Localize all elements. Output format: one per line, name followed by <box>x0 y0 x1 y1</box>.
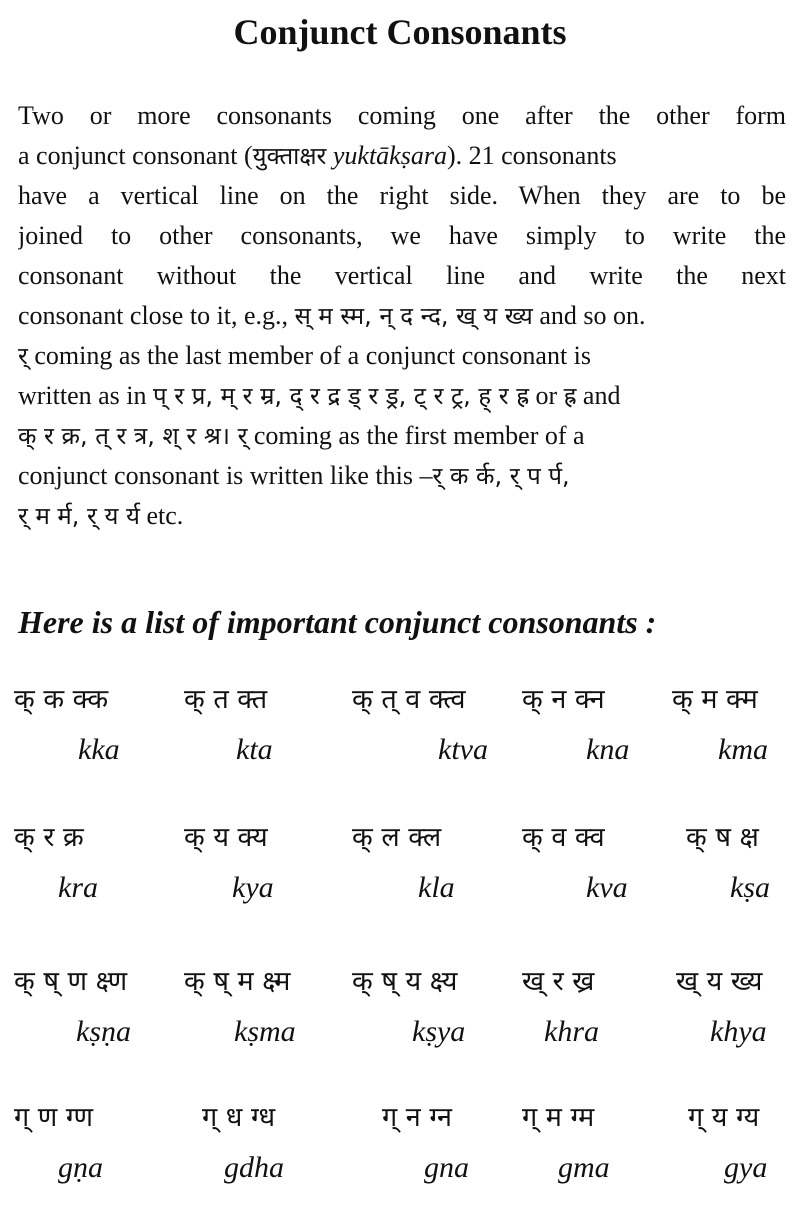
conjunct-transliteration: khra <box>544 1015 599 1048</box>
devanagari-text: प् र प्र, म् र म्र, द् र द्र ड् र ड्र, ट् र ट्र, ह् र ह्र <box>153 382 529 410</box>
intro-line-6 <box>18 296 786 336</box>
devanagari-text: ह्र <box>563 382 577 410</box>
conjunct-item <box>184 962 344 1062</box>
intro-paragraph <box>18 96 786 536</box>
conjunct-item <box>352 680 512 780</box>
conjunct-glyph: क् त क्त <box>184 684 268 715</box>
conjunct-item <box>676 962 800 1062</box>
intro-text: and so on. <box>539 301 646 330</box>
conjunct-item <box>672 680 800 780</box>
conjunct-item <box>202 1098 362 1198</box>
conjunct-transliteration: kṣa <box>730 871 770 904</box>
conjunct-transliteration: kka <box>78 733 120 766</box>
conjunct-glyph: क् म क्म <box>672 684 758 715</box>
conjunct-transliteration: gṇa <box>58 1151 103 1184</box>
conjunct-transliteration: khya <box>710 1015 767 1048</box>
conjunct-row <box>0 1098 800 1198</box>
conjunct-transliteration: kya <box>232 871 274 904</box>
conjunct-item <box>184 680 344 780</box>
conjunct-glyph: क् त् व क्त्व <box>352 684 466 715</box>
conjunct-glyph: क् न क्न <box>522 684 605 715</box>
conjunct-glyph: क् ष् य क्ष्य <box>352 966 458 997</box>
conjunct-glyph: ख् य ख्य <box>676 966 763 997</box>
conjunct-transliteration: ktva <box>438 733 488 766</box>
intro-text: written as in <box>18 381 147 410</box>
conjunct-glyph: क् ष् म क्ष्म <box>184 966 291 997</box>
intro-text: conjunct consonant is written like this – <box>18 461 433 490</box>
intro-text: and <box>582 381 621 410</box>
conjunct-transliteration: kṣya <box>412 1015 466 1048</box>
conjunct-item <box>522 962 682 1062</box>
conjunct-item <box>522 818 682 918</box>
conjunct-transliteration: gna <box>424 1151 469 1184</box>
conjunct-row <box>0 818 800 918</box>
intro-text: coming as the last member of a conjunct consonant is <box>34 341 592 370</box>
conjunct-transliteration: kla <box>418 871 455 904</box>
conjunct-transliteration: kta <box>236 733 273 766</box>
intro-line-8 <box>18 376 786 416</box>
conjunct-transliteration: kna <box>586 733 630 766</box>
conjunct-item <box>14 818 174 918</box>
conjunct-item <box>14 962 174 1062</box>
conjunct-glyph: ख् र ख्र <box>522 966 595 997</box>
conjunct-transliteration: gya <box>724 1151 768 1184</box>
conjunct-transliteration: kra <box>58 871 98 904</box>
conjunct-transliteration: kva <box>586 871 628 904</box>
intro-text: ). 21 consonants <box>446 141 617 170</box>
conjunct-glyph: ग् य ग्य <box>688 1102 760 1133</box>
conjunct-glyph: क् क क्क <box>14 684 109 715</box>
conjunct-transliteration: gdha <box>224 1151 284 1184</box>
intro-line-11 <box>18 496 786 536</box>
conjunct-item <box>382 1098 542 1198</box>
conjunct-glyph: क् र क्र <box>14 822 84 853</box>
conjunct-transliteration: kma <box>718 733 768 766</box>
devanagari-text: युक्ताक्षर <box>252 142 327 170</box>
conjunct-glyph: क् व क्व <box>522 822 605 853</box>
intro-line-9 <box>18 416 786 456</box>
conjunct-transliteration: gma <box>558 1151 610 1184</box>
intro-text: or <box>535 381 558 410</box>
conjunct-row <box>0 962 800 1062</box>
intro-line-3: have a vertical line on the right side. When they are to be <box>18 181 786 210</box>
intro-line-5: consonant without the vertical line and write the next <box>18 261 786 290</box>
conjunct-row <box>0 680 800 780</box>
devanagari-text: र् <box>18 342 28 370</box>
transliteration-text: yuktākṣara <box>332 141 447 170</box>
intro-text: consonant close to it, e.g., <box>18 301 289 330</box>
devanagari-text: र् म र्म, र् य र्य <box>18 502 140 530</box>
conjunct-item <box>14 680 174 780</box>
conjunct-item <box>184 818 344 918</box>
conjunct-glyph: ग् ण ग्ण <box>14 1102 93 1133</box>
conjunct-item <box>688 1098 800 1198</box>
intro-line-10 <box>18 456 786 496</box>
conjunct-glyph: ग् ध ग्ध <box>202 1102 276 1133</box>
conjunct-glyph: क् ष् ण क्ष्ण <box>14 966 128 997</box>
conjunct-item <box>352 818 512 918</box>
devanagari-text: र् क र्क, र् प र्प, <box>432 462 570 490</box>
intro-text: coming as the first member of a <box>253 421 585 450</box>
conjunct-glyph: ग् म ग्म <box>522 1102 595 1133</box>
intro-line-4: joined to other consonants, we have simply to write the <box>18 221 786 250</box>
conjunct-glyph: क् ल क्ल <box>352 822 442 853</box>
conjunct-glyph: ग् न ग्न <box>382 1102 452 1133</box>
intro-text: etc. <box>146 501 184 530</box>
conjunct-list <box>0 680 800 1200</box>
conjunct-item <box>522 680 682 780</box>
list-heading: Here is a list of important conjunct consonants : <box>18 604 657 640</box>
conjunct-glyph: क् य क्य <box>184 822 268 853</box>
intro-line-7 <box>18 336 786 376</box>
conjunct-glyph: क् ष क्ष <box>686 822 759 853</box>
conjunct-item <box>522 1098 682 1198</box>
devanagari-text: स् म स्म, न् द न्द, ख् य ख्य <box>294 302 533 330</box>
intro-line-1: Two or more consonants coming one after the other form <box>18 101 786 130</box>
conjunct-transliteration: kṣma <box>234 1015 296 1048</box>
devanagari-text: क् र क्र, त् र त्र, श् र श्र। र् <box>18 422 248 450</box>
conjunct-item <box>14 1098 174 1198</box>
intro-text: a conjunct consonant ( <box>18 141 253 170</box>
page-title: Conjunct Consonants <box>233 12 567 52</box>
conjunct-item <box>352 962 512 1062</box>
conjunct-transliteration: kṣṇa <box>76 1015 131 1048</box>
conjunct-item <box>686 818 800 918</box>
intro-line-2 <box>18 136 786 176</box>
